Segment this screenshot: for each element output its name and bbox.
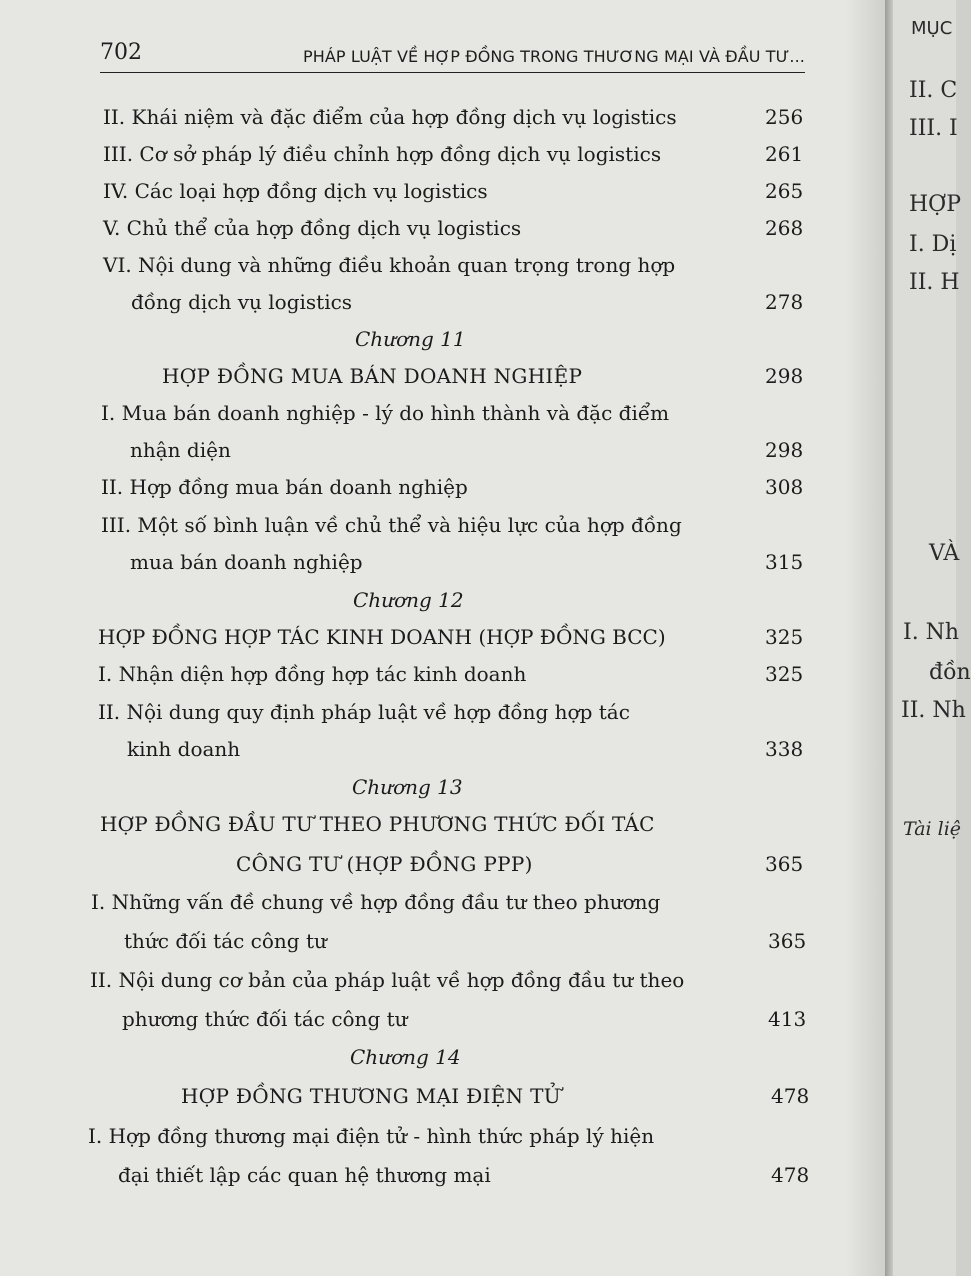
chapter-title: CÔNG TƯ (HỢP ĐỒNG PPP) [236,852,533,876]
toc-entry-page: 478 [771,1163,810,1187]
chapter-page: 298 [765,364,804,388]
book-gutter [885,0,893,1276]
book-page-right-edge [893,0,971,1276]
toc-entry-page: 268 [765,216,804,240]
toc-entry-page: 261 [765,142,804,166]
chapter-label: Chương 12 [353,588,464,612]
next-page-fragment: MỤC [911,18,953,39]
toc-entry-line: II. Nội dung cơ bản của pháp luật về hợp đồng đầu tư theo [90,968,685,992]
next-page-fragment: II. H [909,270,960,295]
running-title: PHÁP LUẬT VỀ HỢP ĐỒNG TRONG THƯƠNG MẠI VÀ ĐẦU TƯ... [303,47,805,66]
toc-entry-page: 338 [765,737,804,761]
toc-entry-line: III. Một số bình luận về chủ thể và hiệu lực của hợp đồng [101,513,682,537]
chapter-label: Chương 11 [355,327,466,351]
toc-entry-line: phương thức đối tác công tư [122,1007,408,1031]
toc-entry-line: IV. Các loại hợp đồng dịch vụ logistics [103,179,488,203]
chapter-title: HỢP ĐỒNG THƯƠNG MẠI ĐIỆN TỬ [181,1084,561,1108]
chapter-page: 365 [765,852,804,876]
toc-entry-line: kinh doanh [127,737,241,761]
chapter-label: Chương 14 [350,1045,461,1069]
chapter-title: HỢP ĐỒNG MUA BÁN DOANH NGHIỆP [162,364,583,388]
toc-entry-line: thức đối tác công tư [124,929,327,953]
next-page-fragment: III. I [909,116,958,141]
chapter-title: HỢP ĐỒNG HỢP TÁC KINH DOANH (HỢP ĐỒNG BCC) [98,625,666,649]
toc-entry-line: I. Nhận diện hợp đồng hợp tác kinh doanh [98,662,527,686]
next-page-fragment: I. Dị [909,232,957,257]
toc-entry-line: nhận diện [130,438,231,462]
toc-entry-line: II. Khái niệm và đặc điểm của hợp đồng dịch vụ logistics [103,105,677,129]
chapter-label: Chương 13 [352,775,463,799]
next-page-fragment: II. Nh [901,698,966,723]
next-page-fragment: Tài liệ [903,818,962,840]
next-page-fragment: VÀ [929,541,960,566]
toc-entry-line: III. Cơ sở pháp lý điều chỉnh hợp đồng dịch vụ logistics [103,142,662,166]
toc-entry-page: 278 [765,290,804,314]
toc-entry-line: II. Hợp đồng mua bán doanh nghiệp [101,475,468,499]
toc-entry-page: 315 [765,550,804,574]
toc-entry-line: VI. Nội dung và những điều khoản quan trọng trong hợp [103,253,676,277]
toc-entry-page: 365 [768,929,807,953]
chapter-title: HỢP ĐỒNG ĐẦU TƯ THEO PHƯƠNG THỨC ĐỐI TÁC [100,812,655,836]
toc-entry-line: I. Mua bán doanh nghiệp - lý do hình thành và đặc điểm [101,401,670,425]
toc-entry-page: 325 [765,662,804,686]
page-number: 702 [100,40,142,65]
next-page-fragment: đồn [929,660,971,685]
toc-entry-line: đồng dịch vụ logistics [131,290,353,314]
chapter-page: 478 [771,1084,810,1108]
toc-entry-page: 413 [768,1007,807,1031]
toc-entry-line: I. Hợp đồng thương mại điện tử - hình thức pháp lý hiện [88,1124,655,1148]
next-page-fragment: I. Nh [903,620,960,645]
next-page-fragment: II. C [909,78,958,103]
toc-entry-line: V. Chủ thể của hợp đồng dịch vụ logistics [103,216,522,240]
toc-entry-line: II. Nội dung quy định pháp luật về hợp đồng hợp tác [98,700,630,724]
toc-entry-page: 256 [765,105,804,129]
chapter-page: 325 [765,625,804,649]
toc-entry-line: mua bán doanh nghiệp [130,550,363,574]
toc-entry-page: 308 [765,475,804,499]
toc-entry-line: đại thiết lập các quan hệ thương mại [118,1163,491,1187]
toc-entry-page: 265 [765,179,804,203]
toc-entry-page: 298 [765,438,804,462]
next-page-fragment: HỢP [909,192,962,217]
toc-entry-line: I. Những vấn đề chung về hợp đồng đầu tư theo phương [91,890,661,914]
page-header [100,38,805,73]
